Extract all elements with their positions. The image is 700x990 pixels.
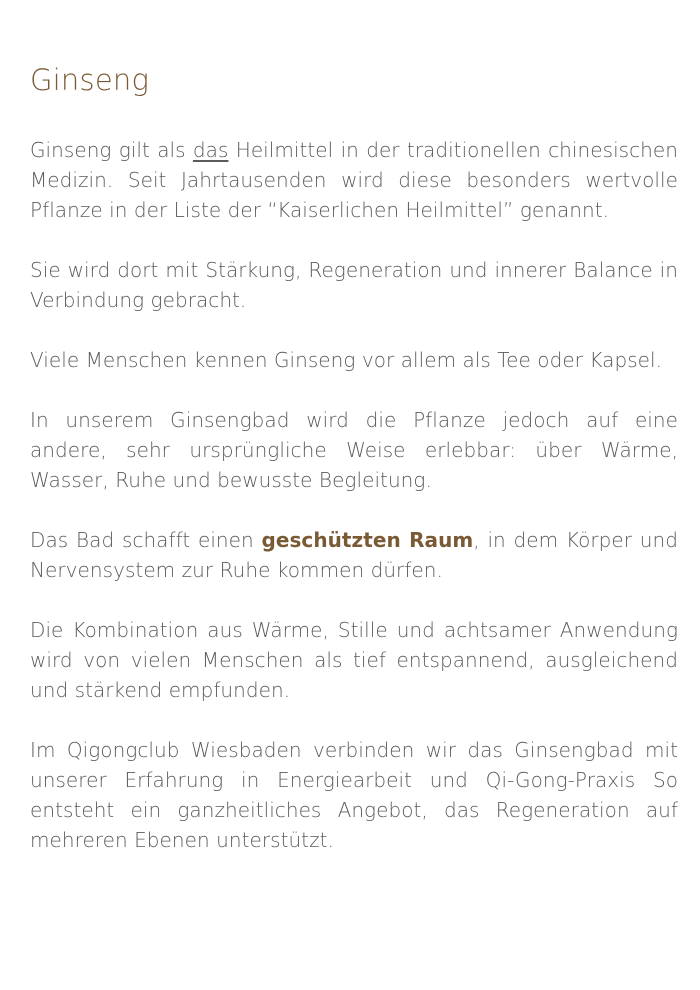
- intro-text-before: Ginseng gilt als: [30, 138, 193, 162]
- paragraph-protected-space: [30, 525, 678, 585]
- protected-text-before: Das Bad schafft einen: [30, 528, 262, 552]
- paragraph-tea-capsule: Viele Menschen kennen Ginseng vor allem als Tee oder Kapsel.: [30, 348, 663, 372]
- paragraph-ginseng-bath: In unserem Ginsengbad wird die Pflanze jedoch auf eine andere, sehr ursprüngliche Weise erlebbar: über Wärme, Wasser, Ruhe und bewusste Begleitung.: [30, 408, 678, 492]
- underlined-emphasis: das: [192, 138, 229, 162]
- paragraph-intro: [30, 135, 678, 225]
- article-body: [30, 135, 678, 855]
- page-title: Ginseng: [30, 63, 150, 97]
- protected-text-after: , in dem Körper und Nervensystem zur Ruhe kommen dürfen.: [30, 528, 678, 582]
- paragraph-qigongclub: Im Qigongclub Wiesbaden verbinden wir das Ginsengbad mit unserer Erfahrung in Energiearbeit und Qi-Gong-Praxis So entsteht ein ganzheitliches Angebot, das Regeneration auf mehreren Ebenen unterstützt.: [30, 738, 678, 852]
- ginseng-article: [30, 57, 678, 855]
- paragraph-balance: Sie wird dort mit Stärkung, Regeneration und innerer Balance in Verbindung gebracht.: [30, 258, 678, 312]
- highlighted-phrase: geschützten Raum: [261, 528, 474, 552]
- intro-text-after: Heilmittel in der traditionellen chinesischen Medizin. Seit Jahrtausenden wird diese besonders wertvolle Pflanze in der Liste der “Kaiserlichen Heilmittel” genannt.: [30, 138, 678, 222]
- paragraph-combination: Die Kombination aus Wärme, Stille und achtsamer Anwendung wird von vielen Menschen als tief entspannend, ausgleichend und stärkend empfunden.: [30, 618, 678, 702]
